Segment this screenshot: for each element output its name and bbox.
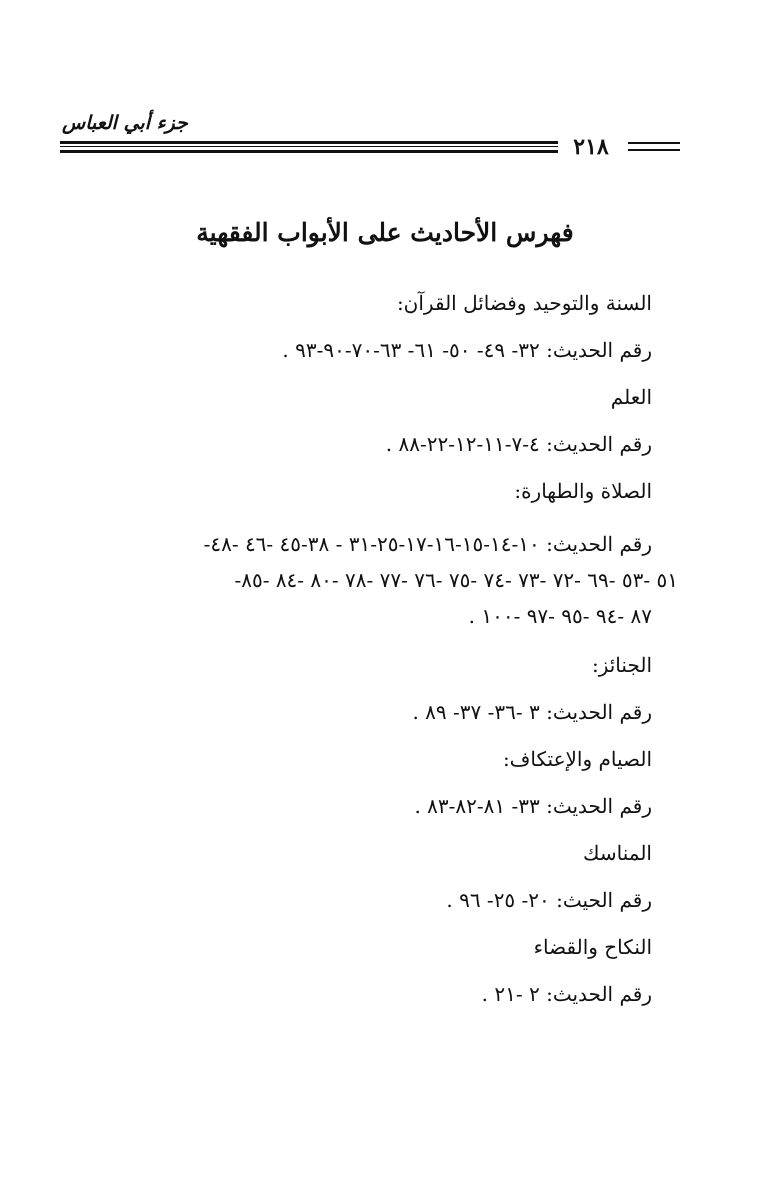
page-heading: فهرس الأحاديث على الأبواب الفقهية bbox=[196, 218, 574, 247]
section-title: الصيام والإعتكاف: bbox=[502, 747, 652, 771]
page-header bbox=[0, 0, 770, 160]
section-title: الجنائز: bbox=[591, 653, 652, 677]
section-title: العلم bbox=[610, 385, 652, 409]
hadith-refs: رقم الحديث: ٣٢- ٤٩- ٥٠- ٦١- ٦٣-٧٠-٩٠-٩٣ . bbox=[282, 338, 652, 362]
hadith-refs: رقم الحديث: ٣ -٣٦- ٣٧- ٨٩ . bbox=[412, 700, 652, 724]
hadith-refs-continued: ٨٧ -٩٤ -٩٥ -٩٧ -١٠٠ . bbox=[468, 604, 652, 628]
hadith-refs: رقم الحيث: ٢٠- ٢٥- ٩٦ . bbox=[446, 888, 652, 912]
section-title: الصلاة والطهارة: bbox=[514, 479, 652, 503]
page-number-rule-top bbox=[628, 142, 680, 144]
hadith-refs: رقم الحديث: ٢ -٢١ . bbox=[481, 982, 652, 1006]
index-content bbox=[60, 280, 678, 1018]
header-rule-thick bbox=[60, 141, 558, 144]
book-title: جزء أبي العباس bbox=[62, 112, 188, 134]
hadith-refs: رقم الحديث: ١٠-١٤-١٥-١٦-١٧-٢٥-٣١ - ٣٨-٤٥ -٤٦ -٤٨- bbox=[203, 532, 652, 556]
page-number-rule-bottom bbox=[628, 149, 680, 151]
section-title: المناسك bbox=[583, 841, 652, 865]
page-number: ٢١٨ bbox=[573, 134, 609, 160]
hadith-refs: رقم الحديث: ٤-٧-١١-١٢-٢٢-٨٨ . bbox=[385, 432, 652, 456]
section-title: النكاح والقضاء bbox=[533, 935, 652, 959]
header-rule-thick-lower bbox=[60, 150, 558, 153]
header-rule-thin bbox=[60, 146, 558, 147]
hadith-refs-continued: ٥١ -٥٣ -٦٩ -٧٢ -٧٣ -٧٤ -٧٥ -٧٦ -٧٧ -٧٨ -٨٠ -٨٤ -٨٥- bbox=[234, 568, 678, 592]
section-title: السنة والتوحيد وفضائل القرآن: bbox=[396, 291, 652, 315]
hadith-refs: رقم الحديث: ٣٣- ٨١-٨٢-٨٣ . bbox=[414, 794, 652, 818]
